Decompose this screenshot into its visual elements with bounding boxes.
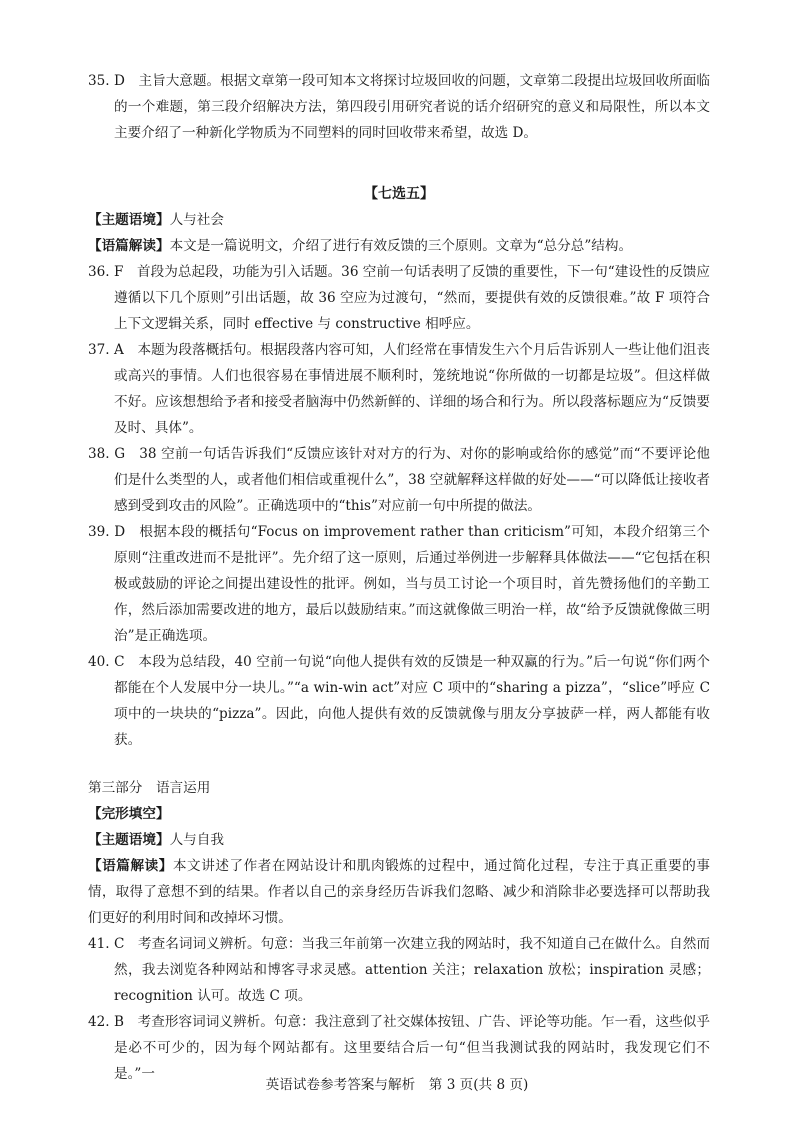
section-title-seven-five: 【七选五】 (364, 186, 434, 202)
theme-context-text: 人与自我 (169, 832, 224, 848)
answer-item-40 (88, 649, 710, 753)
answer-number: 42. B (88, 1014, 124, 1030)
part-three-title: 第三部分 语言运用 (88, 780, 211, 796)
answer-item-41 (88, 931, 710, 1009)
passage-analysis-label: 【语篇解读】 (88, 238, 170, 254)
answer-number: 35. D (88, 73, 125, 89)
answer-explanation: 首段为总起段，功能为引入话题。36 空前一句话表明了反馈的重要性，下一句“建设性的反馈应遵循以下几个原则”引出话题，故 36 空应为过渡句，“然而，要提供有效的反馈很难。”故 F 项符合上下文逻辑关系，同时 effective 与 constructive 相呼应。 (114, 264, 711, 332)
passage-analysis-text: 本文是一篇说明文，介绍了进行有效反馈的三个原则。文章为“总分总”结构。 (169, 238, 633, 254)
answer-explanation: 38 空前一句话告诉我们“反馈应该针对对方的行为、对你的影响或给你的感觉”而“不要评论他们是什么类型的人，或者他们相信或重视什么”，38 空就解释这样做的好处——“可以降低让接收者感到受到攻击的风险”。正确选项中的“this”对应前一句中所提的做法。 (114, 446, 710, 514)
answer-explanation: 本段为总结段，40 空前一句说“向他人提供有效的反馈是一种双赢的行为。”后一句说“你们两个都能在个人发展中分一块儿。”“a win-win act”对应 C 项中的“sharing a pizza”，“slice”呼应 C 项中的一块块的“pizza”。因此，向他人提供有效的反馈就像与朋友分享披萨一样，两人都能有收获。 (114, 654, 710, 748)
passage-analysis-text: 本文讲述了作者在网站设计和肌肉锻炼的过程中，通过简化过程，专注于真正重要的事情，取得了意想不到的结果。作者以自己的亲身经历告诉我们忽略、减少和消除非必要选择可以帮助我们更好的利用时间和改掉坏习惯。 (88, 858, 711, 926)
answer-explanation: 主旨大意题。根据文章第一段可知本文将探讨垃圾回收的问题，文章第二段提出垃圾回收所面临的一个难题，第三段介绍解决方法，第四段引用研究者说的话介绍研究的意义和局限性，所以本文主要介绍了一种新化学物质为不同塑料的同时回收带来希望，故选 D。 (114, 73, 711, 141)
answer-item-35 (88, 68, 710, 146)
page-footer: 英语试卷参考答案与解析 第 3 页(共 8 页) (265, 1077, 529, 1093)
passage-analysis (88, 853, 710, 931)
passage-analysis (88, 233, 710, 259)
answer-number: 39. D (88, 524, 126, 540)
answer-number: 37. A (88, 342, 124, 358)
answer-item-37 (88, 337, 710, 441)
theme-context-label: 【主题语境】 (88, 212, 170, 228)
answer-explanation: 根据本段的概括句“Focus on improvement rather than criticism”可知，本段介绍第三个原则“注重改进而不是批评”。先介绍了这一原则，后通过举例进一步解释具体做法——“它包括在积极或鼓励的评论之间提出建设性的批评。例如，当与员工讨论一个项目时，首先赞扬他们的辛勤工作，然后添加需要改进的地方，最后以鼓励结束。”而这就像做三明治一样，故“给予反馈就像做三明治”是正确选项。 (114, 524, 711, 644)
answer-number: 38. G (88, 446, 126, 462)
theme-context (88, 207, 710, 233)
theme-context-text: 人与社会 (169, 212, 224, 228)
answer-explanation: 考查名词词义辨析。句意：当我三年前第一次建立我的网站时，我不知道自己在做什么。自然而然，我去浏览各种网站和博客寻求灵感。attention 关注；relaxation 放松；inspiration 灵感；recognition 认可。故选 C 项。 (114, 936, 711, 1004)
answer-explanation: 本题为段落概括句。根据段落内容可知，人们经常在事情发生六个月后告诉别人一些让他们沮丧或高兴的事情。人们也很容易在事情进展不顺利时，笼统地说“你所做的一切都是垃圾”。但这样做不好。应该想想给予者和接受者脑海中仍然新鲜的、详细的场合和行为。所以段落标题应为“反馈要及时、具体”。 (114, 342, 710, 436)
answer-number: 40. C (88, 654, 125, 670)
answer-number: 36. F (88, 264, 124, 280)
answer-item-39 (88, 519, 710, 649)
theme-context-label: 【主题语境】 (88, 832, 170, 848)
cloze-title: 【完形填空】 (88, 806, 170, 822)
theme-context (88, 827, 710, 853)
passage-analysis-label: 【语篇解读】 (88, 858, 173, 874)
answer-number: 41. C (88, 936, 125, 952)
page-content (88, 68, 710, 1087)
answer-item-38 (88, 441, 710, 519)
answer-explanation: 考查形容词词义辨析。句意：我注意到了社交媒体按钮、广告、评论等功能。乍一看，这些似乎是必不可少的，因为每个网站都有。这里要结合后一句“但当我测试我的网站时，我发现它们不是。”一 (114, 1014, 711, 1082)
answer-item-36 (88, 259, 710, 337)
